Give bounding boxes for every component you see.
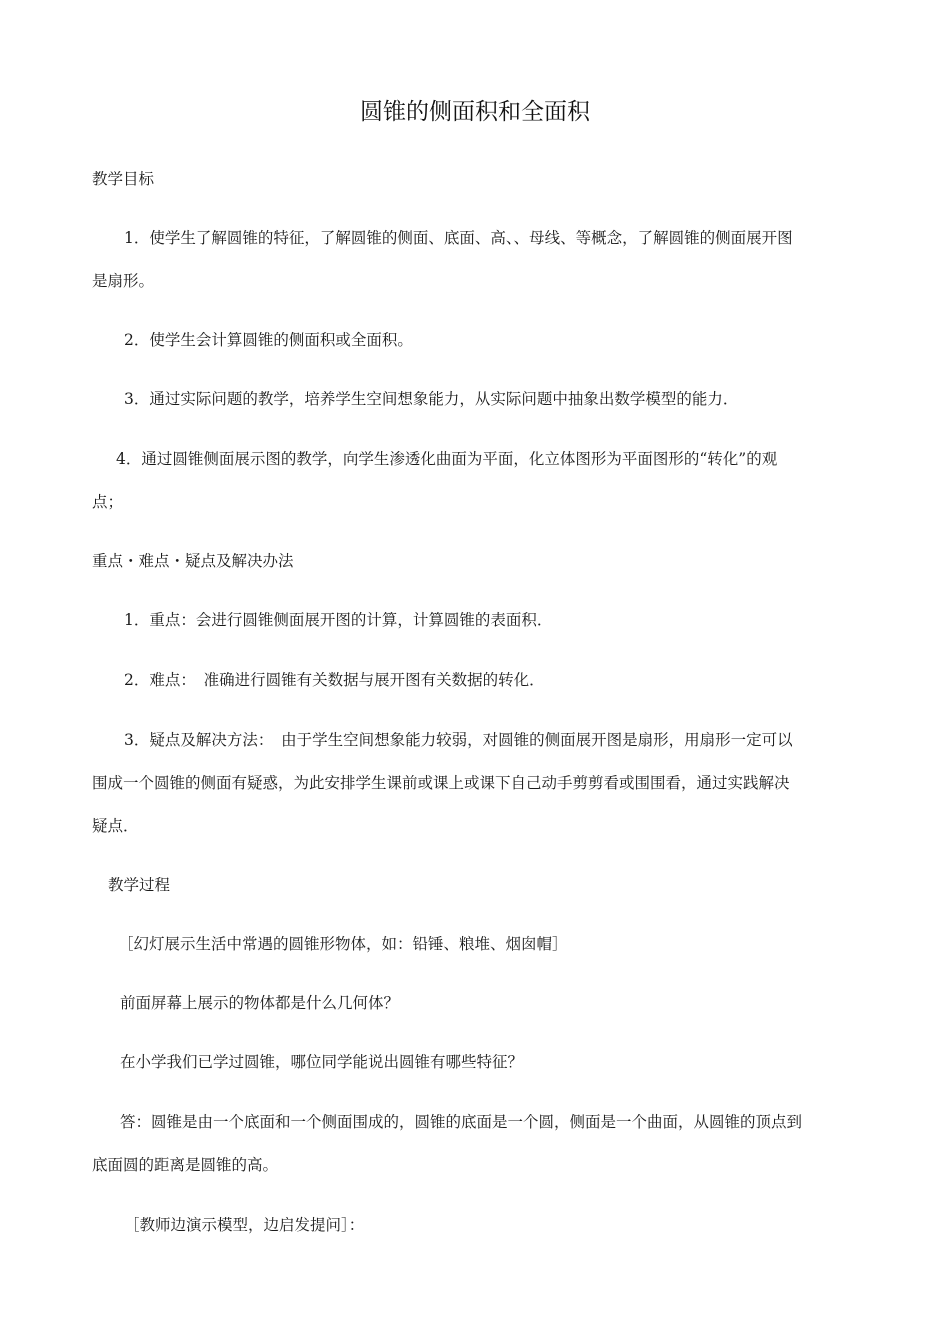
goal-item-1: 1．使学生了解圆锥的特征，了解圆锥的侧面、底面、高、、母线、等概念，了解圆锥的侧面展开图 — [124, 229, 793, 247]
section-heading-key-points: 重点・难点・疑点及解决办法 — [92, 552, 294, 570]
document-title: 圆锥的侧面积和全面积 — [360, 99, 590, 125]
goal-item-4: 4．通过圆锥侧面展示图的教学，向学生渗透化曲面为平面，化立体图形为平面图形的“转化”的观 — [116, 450, 778, 468]
key-point-item-3-cont-1: 围成一个圆锥的侧面有疑惑，为此安排学生课前或课上或课下自己动手剪剪看或围围看，通过实践解决 — [92, 774, 790, 792]
process-paragraph-1: ［幻灯展示生活中常遇的圆锥形物体，如：铅锤、粮堆、烟囱帽］ — [118, 935, 568, 953]
section-heading-process: 教学过程 — [108, 876, 171, 894]
key-point-item-3-cont-2: 疑点． — [92, 817, 139, 835]
goal-item-3: 3．通过实际问题的教学，培养学生空间想象能力，从实际问题中抽象出数学模型的能力． — [124, 390, 739, 408]
process-paragraph-4: 答：圆锥是由一个底面和一个侧面围成的，圆锥的底面是一个圆，侧面是一个曲面，从圆锥的顶点到 — [120, 1113, 803, 1131]
goal-item-1-cont: 是扇形。 — [92, 272, 155, 290]
process-paragraph-4-cont: 底面圆的距离是圆锥的高。 — [92, 1156, 279, 1174]
section-heading-goals: 教学目标 — [92, 170, 155, 188]
key-point-item-2: 2．难点： 准确进行圆锥有关数据与展开图有关数据的转化． — [124, 671, 545, 689]
key-point-item-1: 1．重点：会进行圆锥侧面展开图的计算，计算圆锥的表面积． — [124, 611, 553, 629]
process-paragraph-3: 在小学我们已学过圆锥，哪位同学能说出圆锥有哪些特征？ — [120, 1053, 524, 1071]
process-paragraph-2: 前面屏幕上展示的物体都是什么几何体？ — [120, 994, 400, 1012]
process-paragraph-5: ［教师边演示模型，边启发提问］： — [124, 1216, 365, 1234]
key-point-item-3: 3．疑点及解决方法： 由于学生空间想象能力较弱，对圆锥的侧面展开图是扇形，用扇形一定可以 — [124, 731, 793, 749]
goal-item-2: 2．使学生会计算圆锥的侧面积或全面积。 — [124, 331, 413, 349]
goal-item-4-cont: 点； — [92, 493, 124, 511]
